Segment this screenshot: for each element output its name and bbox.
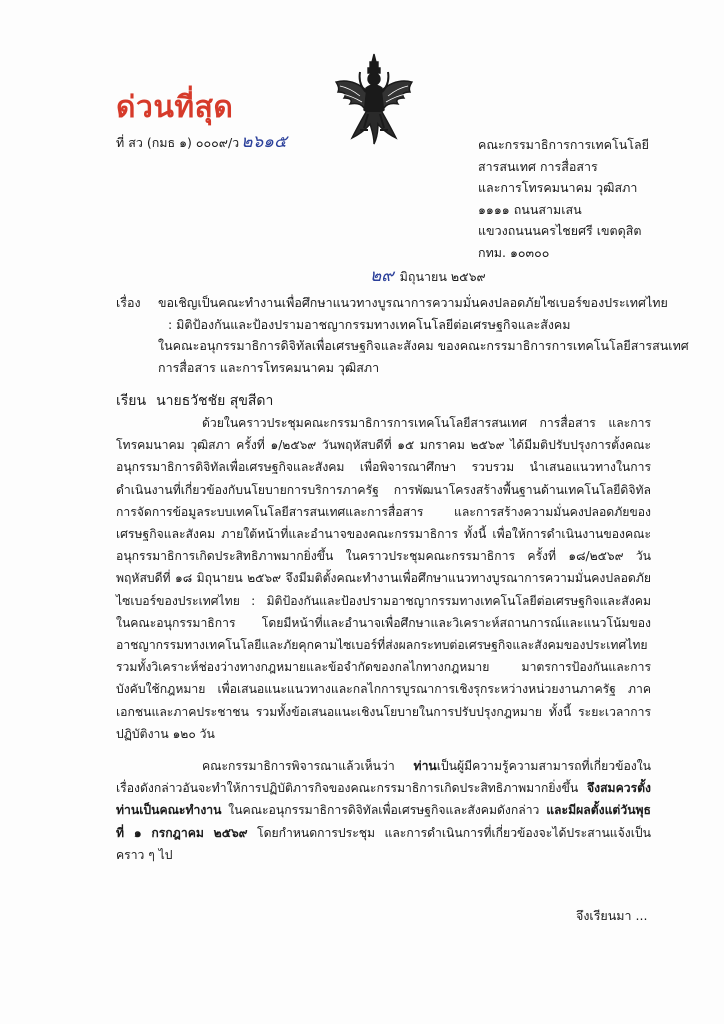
letter-body [116, 412, 651, 866]
address-line: แขวงถนนนครไชยศรี เขตดุสิต [478, 223, 642, 238]
body-paragraph-1: ด้วยในคราวประชุมคณะกรรมาธิการการเทคโนโลยีสารสนเทศ การสื่อสาร และการโทรคมนาคม วุฒิสภา ครั้งที่ ๑/๒๕๖๙ วันพฤหัสบดีที่ ๑๕ มกราคม ๒๕๖๙ ได้มีมติปรับปรุงการตั้งคณะอนุกรรมาธิการดิจิทัลเพื่อเศรษฐกิจและสังคม เพื่อพิจารณาศึกษา รวบรวม นำเสนอแนวทางในการดำเนินงานที่เกี่ยวข้องกับนโยบายการบริการภาครัฐ การพัฒนาโครงสร้างพื้นฐานด้านเทคโนโลยีดิจิทัล การจัดการข้อมูลระบบเทคโนโลยีสารสนเทศและการสื่อสาร และการสร้างความมั่นคงปลอดภัยของเศรษฐกิจและสังคม ภายใต้หน้าที่และอำนาจของคณะกรรมาธิการ ทั้งนี้ เพื่อให้การดำเนินงานของคณะอนุกรรมาธิการเกิดประสิทธิภาพมากยิ่งขึ้น ในคราวประชุมคณะกรรมาธิการ ครั้งที่ ๑๘/๒๕๖๙ วันพฤหัสบดีที่ ๑๘ มิถุนายน ๒๕๖๙ จึงมีมติตั้งคณะทำงานเพื่อศึกษาแนวทางบูรณาการความมั่นคงปลอดภัยไซเบอร์ของประเทศไทย : มิติป้องกันและป้องปรามอาชญากรรมทางเทคโนโลยีต่อเศรษฐกิจและสังคม ในคณะอนุกรรมาธิการ โดยมีหน้าที่และอำนาจเพื่อศึกษาและวิเคราะห์สถานการณ์และแนวโน้มของอาชญากรรมทางเทคโนโลยีและภัยคุกคามไซเบอร์ที่ส่งผลกระทบต่อเศรษฐกิจและสังคมของประเทศไทย รวมทั้งวิเคราะห์ช่องว่างทางกฎหมายและข้อจำกัดของกลไกทางกฎหมาย มาตรการป้องกันและการบังคับใช้กฎหมาย เพื่อเสนอแนะแนวทางและกลไกการบูรณาการเชิงรุกระหว่างหน่วยงานภาครัฐ ภาคเอกชนและภาคประชาชน รวมทั้งข้อเสนอแนะเชิงนโยบายในการปรับปรุงกฎหมาย ทั้งนี้ ระยะเวลาการปฏิบัติงาน ๑๒๐ วัน [116, 416, 651, 741]
recipient-line [116, 390, 273, 412]
body-bold-text: จึงสมควรตั้งท่านเป็นคณะทำงาน [116, 781, 651, 818]
body-bold-text: ท่าน [413, 759, 437, 774]
document-number-handwritten: ๒๖๑๕ [241, 132, 287, 152]
garuda-emblem-icon [330, 52, 418, 148]
date-month-year: มิถุนายน ๒๕๖๙ [399, 269, 486, 284]
body-paragraph-2 [116, 755, 651, 866]
address-line: กทม. ๑๐๓๐๐ [478, 244, 550, 260]
subject-block [116, 292, 689, 378]
address-line: คณะกรรมาธิการการเทคโนโลยี [478, 137, 649, 152]
closing-phrase: จึงเรียนมา ... [576, 908, 648, 923]
date-day-handwritten: ๒๙ [370, 266, 394, 286]
subject-line: : มิติป้องกันและป้องปรามอาชญากรรมทางเทคโนโลยีต่อเศรษฐกิจและสังคม [168, 316, 571, 332]
address-line: ๑๑๑๑ ถนนสามเสน [478, 201, 582, 217]
recipient-label: เรียน [116, 393, 147, 409]
body-text: เป็นผู้มีความรู้ความสามารถที่เกี่ยวข้องในเรื่องดังกล่าวอันจะทำให้การปฏิบัติภารกิจของคณะกรรมาธิการเกิดประสิทธิภาพมากยิ่งขึ้น [116, 759, 651, 796]
document-number-printed: ที่ สว (กมธ ๑) ๐๐๐๙/ว [116, 135, 240, 150]
sender-address [478, 134, 649, 263]
body-bold-text: และมีผลตั้งแต่วันพุธที่ ๑ กรกฎาคม ๒๕๖๙ [116, 803, 651, 840]
recipient-name: นายธวัชชัย สุขสีดา [156, 393, 274, 409]
subject-line: การสื่อสาร และการโทรคมนาคม วุฒิสภา [158, 359, 380, 375]
subject-line: ในคณะอนุกรรมาธิการดิจิทัลเพื่อเศรษฐกิจและสังคม ของคณะกรรมาธิการการเทคโนโลยีสารสนเทศ [158, 338, 689, 353]
address-line: และการโทรคมนาคม วุฒิสภา [478, 180, 638, 195]
subject-line: ขอเชิญเป็นคณะทำงานเพื่อศึกษาแนวทางบูรณาการความมั่นคงปลอดภัยไซเบอร์ของประเทศไทย [158, 295, 668, 310]
document-number [116, 128, 287, 155]
body-text: คณะกรรมาธิการพิจารณาแล้วเห็นว่า [202, 759, 414, 774]
letter-date [370, 262, 486, 289]
body-text: ในคณะอนุกรรมาธิการดิจิทัลเพื่อเศรษฐกิจและสังคมดังกล่าว [221, 803, 547, 818]
urgency-stamp: ด่วนที่สุด [116, 90, 234, 125]
address-line: สารสนเทศ การสื่อสาร [478, 158, 598, 174]
body-text: โดยกำหนดการประชุม และการดำเนินการที่เกี่ยวข้องจะได้ประสานแจ้งเป็นคราว ๆ ไป [116, 825, 651, 862]
subject-label: เรื่อง [116, 295, 141, 310]
